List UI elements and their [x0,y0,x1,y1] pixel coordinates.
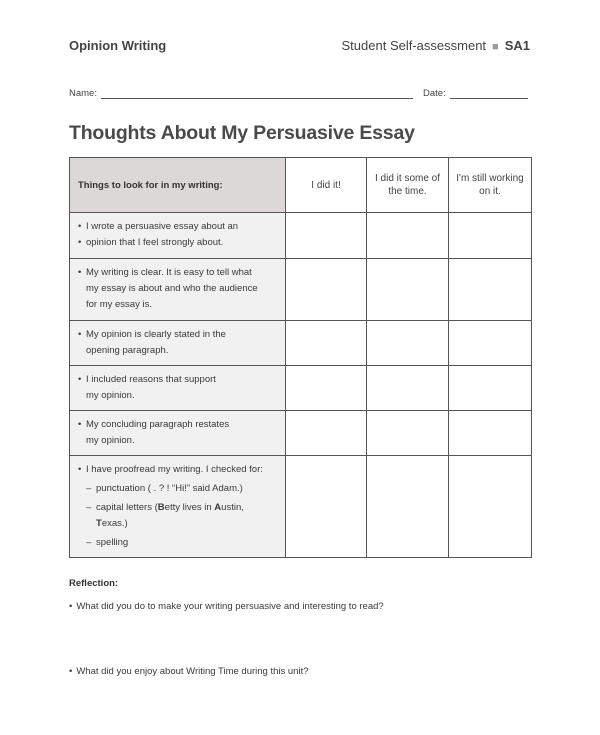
bullet-mark: • [69,666,73,677]
checklist-spelling [78,535,277,551]
assessment-label [342,38,530,53]
table-row [70,321,532,366]
question-text: What did you enjoy about Writing Time during this unit? [76,666,309,677]
check-cell-still-working[interactable] [449,456,532,558]
criteria-line-text: opinion that I feel strongly about. [86,237,224,248]
separator-square: ■ [492,41,499,53]
check-cell-did-it[interactable] [286,213,367,259]
table-row [70,456,532,558]
criteria-line: • My writing is clear. It is easy to tell what [78,265,277,281]
reflection-question [69,601,384,612]
dash-mark: – [86,483,92,494]
capital-t: T [96,518,102,529]
check-cell-did-it[interactable] [286,259,367,321]
table-header-row [70,158,532,213]
capital-b: B [157,502,165,513]
check-cell-did-it[interactable] [286,366,367,411]
criteria-cell [70,366,286,411]
check-cell-still-working[interactable] [449,259,532,321]
table-row [70,213,532,259]
column-header-criteria: Things to look for in my writing: [70,158,286,213]
capitals-text: etty lives in [164,502,215,513]
table-row [70,366,532,411]
criteria-line: • I have proofread my writing. I checked for: [78,462,277,478]
check-cell-did-it[interactable] [286,321,367,366]
column-header-still-working: I'm still working on it. [449,158,532,213]
name-date-row [69,88,528,102]
criteria-line-cont: for my essay is. [86,299,152,310]
check-cell-did-it[interactable] [286,411,367,456]
check-cell-some-of-the-time[interactable] [367,411,449,456]
criteria-cell [70,259,286,321]
table-row [70,411,532,456]
capital-a: A [214,502,222,513]
criteria-cell [70,213,286,259]
criteria-line: • I wrote a persuasive essay about an [78,219,277,235]
criteria-cell [70,411,286,456]
check-cell-still-working[interactable] [449,366,532,411]
criteria-line: • My opinion is clearly stated in the [78,327,277,343]
check-cell-some-of-the-time[interactable] [367,456,449,558]
name-label: Name: [69,88,97,99]
reflection-heading: Reflection: [69,578,119,589]
bullet-mark: • [69,601,73,612]
criteria-cell [70,456,286,558]
check-cell-some-of-the-time[interactable] [367,213,449,259]
check-cell-still-working[interactable] [449,411,532,456]
check-cell-some-of-the-time[interactable] [367,259,449,321]
check-cell-some-of-the-time[interactable] [367,321,449,366]
page-title: Thoughts About My Persuasive Essay [69,122,415,144]
column-header-did-it: I did it! [286,158,367,213]
date-field-line[interactable] [450,98,528,99]
criteria-line-cont [78,235,277,251]
criteria-line-cont: my opinion. [86,390,135,401]
criteria-line: • I included reasons that support [78,372,277,388]
capitals-text: ustin, [221,502,244,513]
criteria-line-cont: opening paragraph. [86,345,169,356]
checklist-punctuation [78,481,277,497]
name-field-line[interactable] [101,98,413,99]
check-cell-some-of-the-time[interactable] [367,366,449,411]
checklist-capital-letters [78,500,277,532]
check-cell-still-working[interactable] [449,213,532,259]
reflection-question [69,666,309,677]
check-cell-still-working[interactable] [449,321,532,366]
check-cell-did-it[interactable] [286,456,367,558]
criteria-line-cont: my opinion. [86,435,135,446]
capitals-text: exas.) [101,518,128,529]
unit-title: Opinion Writing [69,38,167,53]
assessment-type: Student Self-assessment [341,38,487,53]
dash-mark: – [86,537,92,548]
assessment-code: SA1 [504,38,530,53]
criteria-line: • My concluding paragraph restates [78,417,277,433]
table-row [70,259,532,321]
question-text: What did you do to make your writing persuasive and interesting to read? [76,601,384,612]
punctuation-text: punctuation ( . ? ! “Hi!” said Adam.) [96,483,243,494]
criteria-line-cont: my essay is about and who the audience [86,283,258,294]
column-header-some-of-the-time: I did it some of the time. [367,158,449,213]
date-label: Date: [423,88,446,99]
dash-mark: – [86,502,92,513]
capitals-text: capital letters ( [96,502,158,513]
criteria-cell [70,321,286,366]
spelling-text: spelling [96,537,129,548]
self-assessment-table [69,157,532,558]
